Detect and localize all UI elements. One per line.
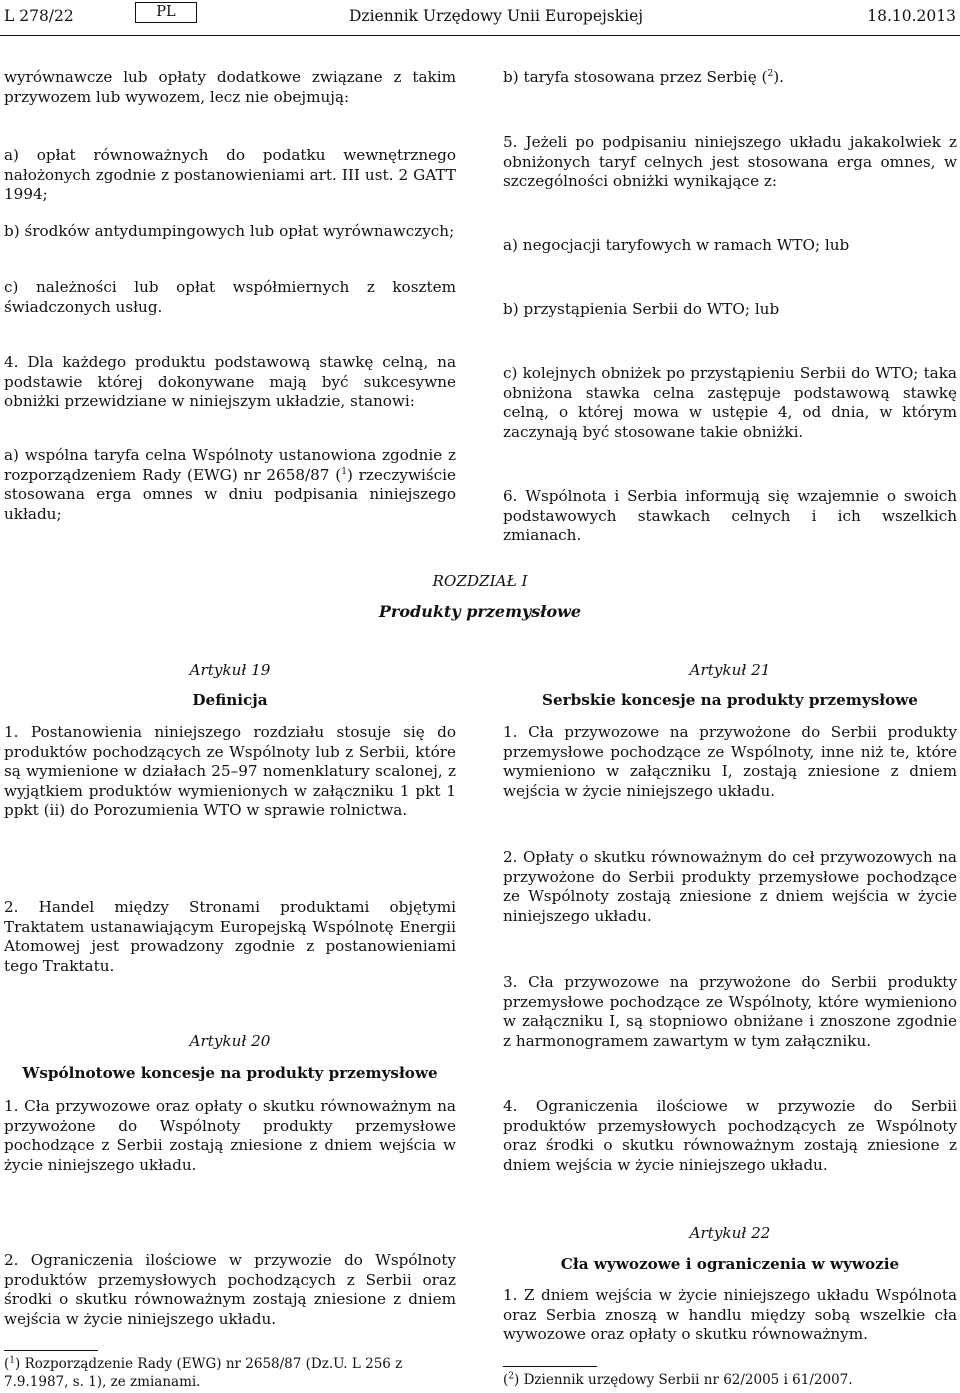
publication-date: 18.10.2013 — [867, 7, 956, 25]
item-a-equivalent-charges: a) opłat równoważnych do podatku wewnętrznego nałożonych zgodnie z postanowieniami art. III ust. 2 GATT 1994; — [4, 146, 456, 204]
article-19-paragraph-2: 2. Handel między Stronami produktami objętymi Traktatem ustanawiającym Europejską Wspólnotę Energii Atomowej jest prowadzony zgodnie z postanowieniami tego Traktatu. — [4, 898, 456, 975]
item-b-wto-accession: b) przystąpienia Serbii do WTO; lub — [503, 300, 780, 318]
article-20-title: Wspólnotowe koncesje na produkty przemysłowe — [22, 1064, 438, 1082]
article-20-paragraph-1: 1. Cła przywozowe oraz opłaty o skutku równoważnym na przywożone do Wspólnoty produkty przemysłowe pochodzące z Serbii zostają zniesione z dniem wejścia w życie niniejszego układu. — [4, 1097, 456, 1174]
item-b-serbia-tariff: b) taryfa stosowana przez Serbię ($^2$). — [503, 68, 784, 86]
paragraph-4: 4. Dla każdego produktu podstawową stawkę celną, na podstawie której dokonywane mają być sukcesywne obniżki przewidziane w niniejszym układzie, stanowi: — [4, 353, 456, 411]
article-19-title: Definicja — [192, 691, 268, 709]
item-c-subsequent-reductions: c) kolejnych obniżek po przystąpieniu Serbii do WTO; taka obniżona stawka celna zastępuje podstawową stawkę celną, o której mowa w ustępie 4, od dnia, w którym zaczynają być stosowane takie obniżki. — [503, 364, 957, 441]
item-a-wto-negotiations: a) negocjacji taryfowych w ramach WTO; lub — [503, 236, 850, 254]
article-20-paragraph-2: 2. Ograniczenia ilościowe w przywozie do Wspólnoty produktów przemysłowych pochodzących z Serbii oraz środki o skutku równoważnym zostają zniesione z dniem wejścia w życie niniejszego układu. — [4, 1251, 456, 1328]
article-21-paragraph-4: 4. Ograniczenia ilościowe w przywozie do Serbii produktów przemysłowych pochodzących ze Wspólnoty oraz środki o skutku równoważnym zostają zniesione z dniem wejścia w życie niniejszego układu. — [503, 1097, 957, 1174]
article-19-label: Artykuł 19 — [189, 661, 271, 679]
journal-title: Dziennik Urzędowy Unii Europejskiej — [349, 7, 644, 25]
chapter-label: ROZDZIAŁ I — [432, 572, 528, 590]
footnote-2: ($^2$) Dziennik urzędowy Serbii nr 62/2005 i 61/2007. — [503, 1371, 853, 1388]
footnote-1: ($^1$) Rozporządzenie Rady (EWG) nr 2658/87 (Dz.U. L 256 z 7.9.1987, s. 1), ze zmianami. — [4, 1355, 403, 1390]
footnote-ref-1[interactable]: 1 — [341, 466, 347, 477]
article-21-paragraph-3: 3. Cła przywozowe na przywożone do Serbii produkty przemysłowe pochodzące ze Wspólnoty, które wymieniono w załączniku I, są stopniowo obniżane i znoszone zgodnie z harmonogramem zawartym w tym załączniku. — [503, 973, 957, 1050]
footnote-rule-right — [503, 1366, 597, 1367]
footnote-rule-left — [4, 1350, 98, 1351]
paragraph-5: 5. Jeżeli po podpisaniu niniejszego układu jakakolwiek z obniżonych taryf celnych jest stosowana erga omnes, w szczególności obniżki wynikające z: — [503, 133, 957, 191]
article-22-title: Cła wywozowe i ograniczenia w wywozie — [560, 1255, 900, 1273]
footnote-ref-2[interactable]: 2 — [767, 68, 774, 79]
article-21-paragraph-1: 1. Cła przywozowe na przywożone do Serbii produkty przemysłowe pochodzące ze Wspólnoty, inne niż te, które wymieniono w załączniku I, zostają zniesione z dniem wejścia w życie niniejszego układu. — [503, 723, 957, 800]
chapter-title: Produkty przemysłowe — [378, 602, 582, 621]
item-c-fees: c) należności lub opłat współmiernych z kosztem świadczonych usług. — [4, 278, 456, 316]
article-21-paragraph-2: 2. Opłaty o skutku równoważnym do ceł przywozowych na przywożone do Serbii produkty przemysłowe pochodzące ze Wspólnoty zostają zniesione z dniem wejścia w życie niniejszego układu. — [503, 848, 957, 925]
intro-paragraph: wyrównawcze lub opłaty dodatkowe związane z takim przywozem lub wywozem, lecz nie obejmują: — [4, 68, 456, 106]
item-b-antidumping: b) środków antydumpingowych lub opłat wyrównawczych; — [4, 222, 455, 240]
article-19-paragraph-1: 1. Postanowienia niniejszego rozdziału stosuje się do produktów pochodzących ze Wspólnoty lub z Serbii, które są wymienione w działach 25–97 nomenklatury scalonej, z wyjątkiem produktów wymienionych w załączniku 1 pkt 1 ppkt (ii) do Porozumienia WTO w sprawie rolnictwa. — [4, 723, 456, 820]
language-badge: PL — [135, 2, 197, 23]
article-22-paragraph-1: 1. Z dniem wejścia w życie niniejszego układu Wspólnota oraz Serbia znoszą w handlu między sobą wszelkie cła wywozowe oraz opłaty o skutku równoważnym. — [503, 1286, 957, 1344]
paragraph-4-item-a: a) wspólna taryfa celna Wspólnoty ustanowiona zgodnie z rozporządzeniem Rady (EWG) nr 2658/87 ($^1$) rzeczywiście stosowana erga omnes w dniu podpisania niniejszego układu; — [4, 446, 456, 523]
header-rule — [0, 35, 960, 36]
article-20-label: Artykuł 20 — [189, 1032, 271, 1050]
article-21-label: Artykuł 21 — [689, 661, 771, 679]
article-22-label: Artykuł 22 — [689, 1224, 771, 1242]
page-reference: L 278/22 — [4, 7, 74, 25]
paragraph-6: 6. Wspólnota i Serbia informują się wzajemnie o swoich podstawowych stawkach celnych i ich wszelkich zmianach. — [503, 487, 957, 545]
article-21-title: Serbskie koncesje na produkty przemysłowe — [542, 691, 918, 709]
